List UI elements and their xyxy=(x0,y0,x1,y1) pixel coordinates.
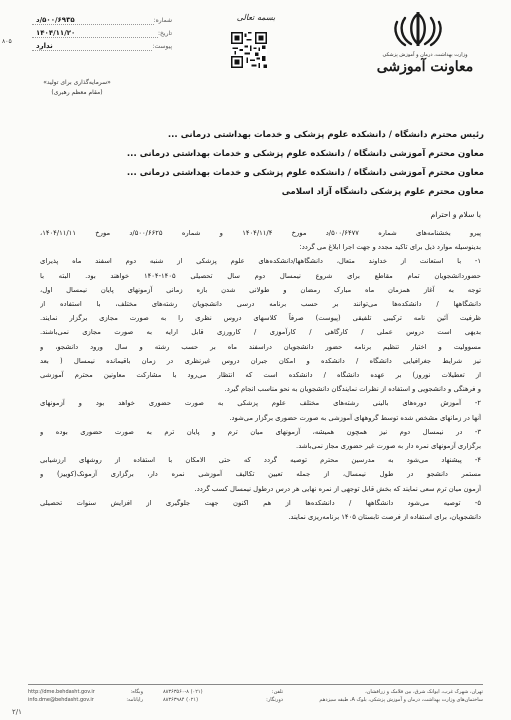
body-line: بدینوسیله موارد ذیل برای تاکید مجدد و جهت اجرا ابلاغ می گردد: xyxy=(299,243,481,252)
email-link[interactable]: info.dme@behdasht.gov.ir xyxy=(28,697,94,703)
address-line: ساختمان‌های وزارت بهداشت، درمان و آموزش پزشکی، بلوک A، طبقه سیزدهم xyxy=(319,697,483,703)
body-line: ظرفیت آئین نامه ترکیبی تلفیقی (پیوست) صرفاً کلاسهای دروس نظری را به صورت مجازی برگزار نمایند. xyxy=(40,314,481,323)
email-row xyxy=(28,696,143,704)
letter-footer xyxy=(28,688,483,710)
footer-divider xyxy=(28,684,483,685)
letter-metadata xyxy=(32,16,172,55)
body-line: مسوولیت و اختیار تنظیم برنامه حضور دانشجویان دراسفند ماه بر حسب رشته و سال ورود دانشجو، و xyxy=(40,342,481,351)
recipients-block xyxy=(40,126,484,202)
recipient-line: معاون محترم آموزشی دانشگاه / دانشکده علوم پزشکی و خدمات بهداشتی درمانی ... xyxy=(126,149,484,159)
letter-date-row xyxy=(32,29,172,41)
website-row xyxy=(28,688,143,696)
body-line: برگزاری آزمونهای نمره دار به صورت غیر حضوری مجاز نمی‌باشد. xyxy=(296,442,481,451)
body-line: ۴- پیشنهاد می‌شود به مدرسین محترم توصیه گردد که حتی الامکان با استفاده از روشهای ارزشیابی xyxy=(40,456,481,465)
ministry-name: وزارت بهداشت، درمان و آموزش پزشکی xyxy=(382,52,468,58)
organization-title xyxy=(365,52,485,75)
fax-label: دورنگار: xyxy=(266,697,283,703)
body-line: ۱- با استعانت از خداوند متعال، دانشگاهها/دانشکده‌های علوم پزشکی از شنبه دوم اسفند ماه پذیرای xyxy=(40,257,481,266)
letter-date-label: تاریخ: xyxy=(158,30,172,37)
greeting: با سلام و احترام xyxy=(430,210,481,219)
body-line: دانشگاهها / دانشکده‌ها می‌توانند بر حسب برنامه درسی دانشجویان رشته‌های مختلف، با استفاده از xyxy=(40,300,481,309)
department-name: معاونت آموزشی xyxy=(376,59,474,75)
letter-number-row xyxy=(32,16,172,28)
slogan xyxy=(32,78,122,98)
phone-value: (۰۲۱) ۸۸۳۶۳۵۶۰-۸ xyxy=(163,689,203,695)
letter-attachment-value: ندارد xyxy=(32,42,152,51)
email-label: رایانامه: xyxy=(126,697,143,703)
phone-label: تلفن: xyxy=(271,689,283,695)
body-line: دانشجویان، برای استفاده از فرصت تابستان ۱۴۰۵ برنامه‌ریزی نمایند. xyxy=(288,513,481,522)
recipient-line: معاون محترم علوم پزشکی دانشگاه آزاد اسلامی xyxy=(281,187,484,197)
bismillah-heading: بسمه تعالی xyxy=(236,13,276,22)
letter-attachment-label: پیوست: xyxy=(152,43,172,50)
body-line: از تعطیلات نوروز) بر عهده دانشگاه / دانشکده است که انتظار می‌رود با مشارکت معاونین محترم آموزشی xyxy=(40,371,481,380)
slogan-attribution: (مقام معظم رهبری) xyxy=(51,89,103,96)
recipient-line: معاون محترم آموزشی دانشگاه / دانشکده علوم پزشکی و خدمات بهداشتی درمانی ... xyxy=(126,168,484,178)
body-line: ۳- در نیمسال دوم نیز همچون همیشه، آزمونهای میان ترم و پایان ترم به صورت حضوری بوده و xyxy=(40,427,481,436)
body-line: مستمر دانشجو در طول نیمسال، از جمله تعیین تکالیف آموزشی نمره دار، برگزاری آزمونک(کوییز) و xyxy=(40,470,481,479)
body-line: نیز شرایط جغرافیایی دانشگاه / دانشکده و امکان جبران دروس غیرنظری در زمان باقیمانده نیمسال ( بعد xyxy=(40,356,481,365)
fax-row xyxy=(163,696,283,704)
address-line: تهران، شهرک غرب، ایوانک شرق، بین فلامک و زرافشان، xyxy=(365,689,483,695)
body-line: آنها در زمانهای مشخص شده توسط گروههای آموزشی به صورت حضوری برگزار می‌شود. xyxy=(229,413,481,422)
letter-date-value: ۱۴۰۴/۱۱/۲۰ xyxy=(32,29,158,38)
slogan-text: «سرمایه‌گذاری برای تولید» xyxy=(43,79,111,86)
qr-code-icon xyxy=(231,32,267,68)
body-line: آزمون میان ترم سعی نمایند که بخش قابل توجهی از نمره نهایی هر درس درطول نیمسال کسب گردد. xyxy=(194,484,481,493)
edge-number: ۸۰۵ xyxy=(2,38,12,45)
fax-value: (۰۲۱) ۸۸۳۶۳۹۸۴ xyxy=(163,697,199,703)
letter-body xyxy=(40,226,481,524)
letter-attachment-row xyxy=(32,42,172,54)
body-line: بدیهی است دروس عملی / کارگاهی / کارآموزی / کارورزی قابل ارایه به صورت مجازی نمی‌باشند. xyxy=(40,328,481,337)
recipient-line: رئیس محترم دانشگاه / دانشکده علوم پزشکی و خدمات بهداشتی درمانی ... xyxy=(167,130,484,140)
letter-number-label: شماره: xyxy=(153,17,172,24)
body-line: و فرهنگی و دانشجویی و استفاده از نظرات نمایندگان دانشجویان به نحو مناسب انجام گیرد. xyxy=(224,385,481,394)
footer-contact xyxy=(163,688,283,704)
body-line: پیرو بخشنامه‌های شماره ۵۰۰/۶۴۷۷/د مورخ ۱۴۰۴/۱۱/۴ و شماره ۵۰۰/۶۶۲۵/د مورخ ۱۴۰۴/۱۱/۱۱، xyxy=(40,229,481,237)
body-line: ۵- توصیه می‌شود دانشگاهها / دانشکده‌ها از هم اکنون جهت جلوگیری از افزایش سنوات تحصیلی xyxy=(40,498,481,507)
letter-number-value: ۵۰۰/۶۹۳۵/د xyxy=(32,16,154,25)
footer-online xyxy=(28,688,143,704)
page-number: ۲/۱ xyxy=(12,708,22,716)
website-link[interactable]: http://dme.behdasht.gov.ir xyxy=(28,689,95,695)
body-line: توجه به آغاز همزمان ماه مبارک رمضان و طولانی شدن بازه زمانی آزمونهای پایان نیمسال اول، xyxy=(40,285,481,294)
iran-emblem-icon xyxy=(383,10,453,50)
body-line: ۲- آموزش دوره‌های بالینی رشته‌های مختلف علوم پزشکی به صورت حضوری خواهد بود و آزمونهای xyxy=(40,399,481,408)
phone-row xyxy=(163,688,283,696)
body-line: حضوردانشجویان تمام مقاطع برای شروع نیمسال دوم سال تحصیلی ۱۴۰۵-۱۴۰۴ خواهند بود. البته با xyxy=(40,271,481,280)
footer-address xyxy=(318,688,483,704)
website-label: وبگاه: xyxy=(130,689,143,695)
